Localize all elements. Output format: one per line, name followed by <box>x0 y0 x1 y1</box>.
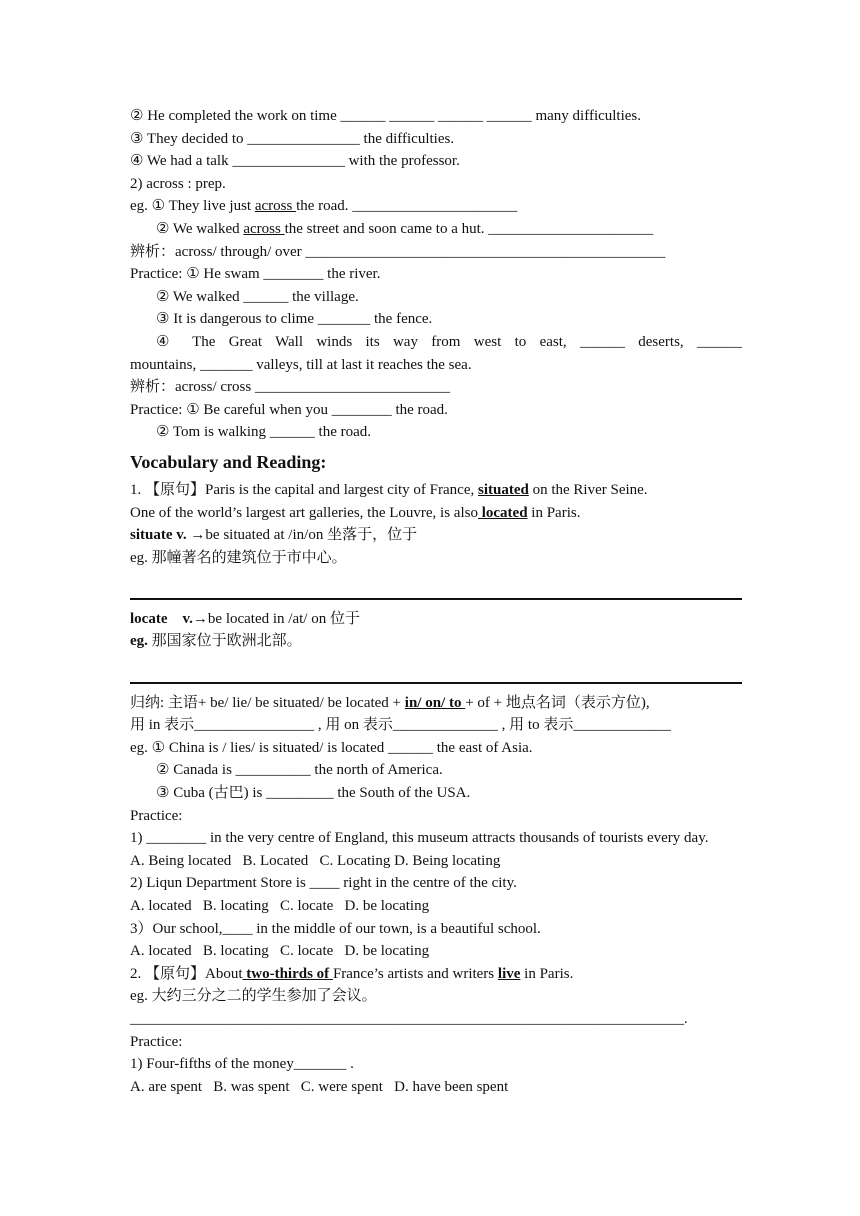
text-line: 辨析：across/ cross __________________________ <box>130 379 450 396</box>
keyword: in/ on/ to <box>404 694 466 711</box>
text-span: One of the world’s largest art galleries, the Louvre, is also <box>130 504 478 521</box>
text-span: on the River Seine. <box>528 481 648 498</box>
text-line <box>130 195 742 218</box>
text-line: Practice: ① Be careful when you ________ the road. <box>130 401 448 418</box>
text-span: 那国家位于欧洲北部。 <box>147 633 302 650</box>
section-heading: Vocabulary and Reading: <box>130 451 327 472</box>
options: A. located B. locating C. locate D. be locating <box>130 943 430 960</box>
keyword: situated <box>477 481 529 498</box>
answer-rule <box>130 682 742 684</box>
text-span: eg. ① They live just <box>130 198 255 215</box>
text-line <box>130 608 742 631</box>
text-line <box>130 502 742 525</box>
text-span: + of + 地点名词（表示方位), <box>465 694 650 711</box>
text-span: France’s artists and writers <box>332 965 498 982</box>
text-line: ② Canada is __________ the north of America. <box>156 762 443 779</box>
term: locate v. <box>130 610 193 627</box>
question: 3）Our school,____ in the middle of our town, is a beautiful school. <box>130 920 541 937</box>
question: 2) Liqun Department Store is ____ right in the centre of the city. <box>130 875 517 892</box>
term: eg. <box>130 633 148 650</box>
text-span: the road. ______________________ <box>296 198 518 215</box>
options: A. Being located B. Located C. Locating D. Being locating <box>130 852 501 869</box>
text-line: ③ They decided to _______________ the difficulties. <box>130 130 455 147</box>
underlined-word: across <box>254 198 297 215</box>
text-span: the street and soon came to a hut. ______________________ <box>284 220 654 237</box>
text-span: 归纳: 主语+ be/ lie/ be situated/ be located + <box>130 694 405 711</box>
text-line: ③ Cuba (古巴) is _________ the South of the USA. <box>156 785 471 802</box>
text-line <box>130 479 742 502</box>
text-line: ② He completed the work on time ______ ______ ______ ______ many difficulties. <box>130 108 642 124</box>
text-line: ④ The Great Wall winds its way from west to east, ______ deserts, ______ <box>156 333 742 350</box>
options: A. located B. locating C. locate D. be locating <box>130 898 430 914</box>
text-line: Practice: ① He swam ________ the river. <box>130 266 381 283</box>
text-line: eg. 那幢著名的建筑位于市中心。 <box>130 549 347 566</box>
text-line: 2) across : prep. <box>130 175 226 192</box>
text-span: →be situated at /in/on 坐落于，位于 <box>186 527 418 544</box>
text-line <box>130 524 742 547</box>
keyword: live <box>497 965 521 982</box>
question: 1) Four-fifths of the money_______ . <box>130 1056 354 1073</box>
text-line: ④ We had a talk _______________ with the professor. <box>130 153 460 170</box>
term: situate v. <box>130 527 187 544</box>
text-span: ② We walked <box>156 220 244 237</box>
answer-space <box>130 653 742 676</box>
text-span: →be located in /at/ on 位于 <box>192 610 360 627</box>
text-line <box>130 963 742 986</box>
text-line: ③ It is dangerous to clime _______ the fence. <box>156 311 433 328</box>
keyword: two-thirds of <box>242 965 333 982</box>
keyword: located <box>477 504 528 521</box>
text-span: in Paris. <box>520 965 574 982</box>
text-span: 2. 【原句】About <box>130 965 243 982</box>
answer-line: _____________________________________________________________________________. <box>130 1010 688 1027</box>
text-span: in Paris. <box>527 504 581 521</box>
options: A. are spent B. was spent C. were spent D. have been spent <box>130 1078 509 1095</box>
text-line: Practice: <box>130 807 183 824</box>
text-line <box>130 692 742 715</box>
text-line: eg. ① China is / lies/ is situated/ is located ______ the east of Asia. <box>130 739 533 756</box>
answer-rule <box>130 598 742 600</box>
text-line <box>130 630 742 653</box>
text-line: 辨析：across/ through/ over ________________________________________________ <box>130 243 666 260</box>
question: 1) ________ in the very centre of England, this museum attracts thousands of tourists every day. <box>130 830 709 847</box>
text-line: Practice: <box>130 1033 183 1050</box>
text-line: ② We walked ______ the village. <box>156 288 359 305</box>
text-line: mountains, _______ valleys, till at last it reaches the sea. <box>130 356 472 373</box>
underlined-word: across <box>243 220 285 237</box>
document-page <box>130 105 742 1098</box>
answer-space <box>130 569 742 592</box>
text-line: eg. 大约三分之二的学生参加了会议。 <box>130 988 377 1005</box>
text-line: 用 in 表示________________ , 用 on 表示______________ , 用 to 表示_____________ <box>130 717 671 734</box>
text-line <box>130 218 742 241</box>
text-line: ② Tom is walking ______ the road. <box>156 424 372 441</box>
text-span: 1. 【原句】Paris is the capital and largest city of France, <box>130 481 478 498</box>
